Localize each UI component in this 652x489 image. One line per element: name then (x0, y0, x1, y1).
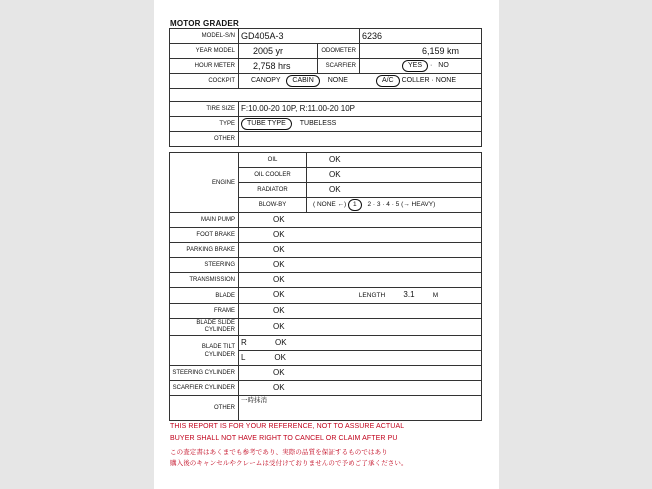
parking-brake-value: OK (239, 243, 482, 258)
other-value (239, 132, 482, 147)
cockpit-cabin-selected: CABIN (286, 75, 319, 87)
other-label: OTHER (170, 132, 239, 147)
blade-slide-label-line2: CYLINDER (204, 327, 235, 333)
transmission-label: TRANSMISSION (170, 273, 239, 288)
hour-meter-label: HOUR METER (170, 59, 239, 74)
tire-size-label: TIRE SIZE (170, 102, 239, 117)
scarfier-separator: · (429, 62, 433, 69)
parking-brake-row (170, 243, 482, 258)
tire-size-value: F:10.00-20 10P, R:11.00-20 10P (239, 102, 482, 117)
foot-brake-label: FOOT BRAKE (170, 228, 239, 243)
inspection-other-label: OTHER (170, 396, 239, 421)
engine-radiator-label: RADIATOR (239, 183, 307, 198)
blade-tilt-l-cell (239, 351, 482, 366)
steering-cylinder-value: OK (239, 366, 482, 381)
blade-tilt-l-label: L (241, 353, 246, 362)
blade-tilt-label-line2: CYLINDER (204, 351, 235, 358)
blade-tilt-r-cell (239, 336, 482, 351)
model-row (170, 29, 482, 44)
frame-label: FRAME (170, 304, 239, 319)
blowby-label: BLOW-BY (239, 198, 307, 213)
other-row (170, 132, 482, 147)
main-pump-value: OK (239, 213, 482, 228)
blank-row (170, 89, 482, 102)
scarfier-label: SCARFIER (318, 59, 360, 74)
vehicle-info-table (169, 28, 482, 147)
scarfier-no: NO (438, 62, 449, 69)
blowby-selected: 1 (348, 199, 362, 211)
engine-oil-cooler-value: OK (307, 168, 482, 183)
blade-tilt-r-value: OK (275, 338, 287, 347)
blowby-scale (307, 198, 482, 213)
blade-tilt-r-label: R (241, 338, 247, 347)
engine-oil-cooler-label: OIL COOLER (239, 168, 307, 183)
main-pump-row (170, 213, 482, 228)
scarfier-cylinder-label: SCARFIER CYLINDER (170, 381, 239, 396)
main-pump-label: MAIN PUMP (170, 213, 239, 228)
foot-brake-row (170, 228, 482, 243)
engine-radiator-value: OK (307, 183, 482, 198)
notice-line-3: この査定書はあくまでも参考であり、実際の品質を保証するものではあり (170, 449, 388, 456)
cockpit-cooler: COLLER (401, 77, 430, 84)
blade-label: BLADE (170, 288, 239, 304)
frame-value: OK (239, 304, 482, 319)
notice-line-4: 購入後のキャンセルやクレームは受付けておりませんので予めご了承ください。 (170, 460, 408, 467)
hour-row (170, 59, 482, 74)
blank-cell (170, 89, 482, 102)
frame-row (170, 304, 482, 319)
odometer-value: 6,159 km (360, 44, 482, 59)
notice-line-2: BUYER SHALL NOT HAVE RIGHT TO CANCEL OR CLAIM AFTER PU (170, 435, 398, 442)
foot-brake-value: OK (239, 228, 482, 243)
cockpit-options (239, 74, 482, 89)
blade-length-value: 3.1 (403, 290, 415, 299)
type-row (170, 117, 482, 132)
cockpit-canopy: CANOPY (251, 77, 281, 84)
odometer-label: ODOMETER (318, 44, 360, 59)
scarfier-cylinder-value: OK (239, 381, 482, 396)
scarfier-options (360, 59, 482, 74)
blade-slide-label-line1: BLADE SLIDE (196, 320, 235, 326)
scarfier-cylinder-row (170, 381, 482, 396)
engine-oil-value: OK (307, 153, 482, 168)
cockpit-ac-selected: A/C (376, 75, 400, 87)
blade-length-label: LENGTH (358, 292, 386, 299)
blade-tilt-l-value: OK (274, 353, 286, 362)
cockpit-label: COCKPIT (170, 74, 239, 89)
steering-cylinder-row (170, 366, 482, 381)
steering-cylinder-label: STEERING CYLINDER (170, 366, 239, 381)
type-tube-selected: TUBE TYPE (241, 118, 292, 130)
blowby-none: ( NONE ←) (313, 201, 347, 208)
blade-tilt-r-row (170, 336, 482, 351)
year-label: YEAR MODEL (170, 44, 239, 59)
steering-row (170, 258, 482, 273)
blade-tilt-label (170, 336, 239, 366)
type-tubeless: TUBELESS (299, 120, 337, 127)
hour-meter-value: 2,758 hrs (239, 59, 318, 74)
inspection-other-value: 一時抹消 (239, 396, 482, 421)
tire-size-row (170, 102, 482, 117)
blade-row (170, 288, 482, 304)
blade-tilt-label-line1: BLADE TILT (201, 343, 235, 350)
model-sn-label: MODEL-S/N (170, 29, 239, 44)
cockpit-none-2: · NONE (431, 77, 457, 84)
blowby-rest: 2 · 3 · 4 · 5 (→ HEAVY) (367, 201, 436, 208)
steering-value: OK (239, 258, 482, 273)
blade-slide-value: OK (239, 319, 482, 336)
cockpit-row (170, 74, 482, 89)
cockpit-none: NONE (327, 77, 348, 84)
type-label: TYPE (170, 117, 239, 132)
type-options (239, 117, 482, 132)
page-title: MOTOR GRADER (170, 19, 239, 28)
model-value: GD405A-3 (239, 29, 360, 44)
steering-label: STEERING (170, 258, 239, 273)
parking-brake-label: PARKING BRAKE (170, 243, 239, 258)
notice-line-1: THIS REPORT IS FOR YOUR REFERENCE, NOT TO ASSURE ACTUAL (170, 423, 405, 430)
year-value: 2005 yr (239, 44, 318, 59)
inspection-table (169, 152, 482, 421)
year-row (170, 44, 482, 59)
blade-length-unit: M (432, 292, 439, 299)
engine-label: ENGINE (170, 153, 239, 213)
inspection-other-row (170, 396, 482, 421)
transmission-value: OK (239, 273, 482, 288)
blade-slide-label (170, 319, 239, 336)
blade-cell (239, 288, 482, 304)
transmission-row (170, 273, 482, 288)
scarfier-yes-selected: YES (402, 60, 428, 72)
blade-slide-row (170, 319, 482, 336)
blade-value: OK (273, 290, 285, 299)
serial-value: 6236 (360, 29, 482, 44)
engine-oil-row (170, 153, 482, 168)
engine-oil-label: OIL (239, 153, 307, 168)
